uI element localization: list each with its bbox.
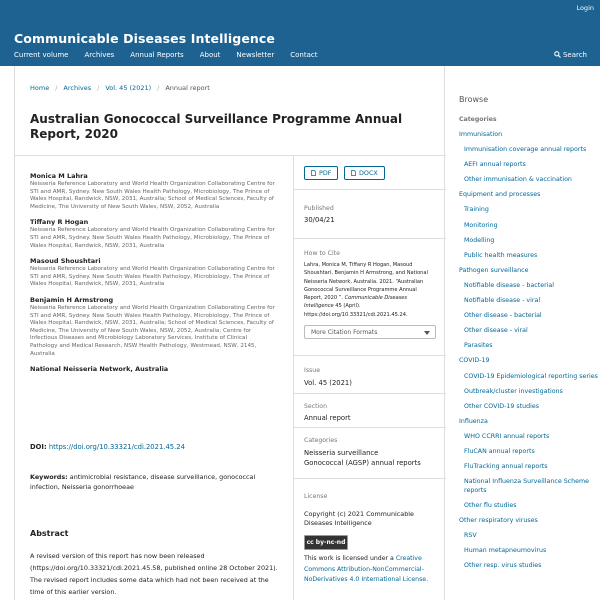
more-citation-formats-dropdown[interactable] bbox=[304, 325, 436, 339]
chevron-down-icon bbox=[424, 331, 430, 335]
sidebar-item[interactable]: Modelling bbox=[464, 236, 495, 244]
pdf-label: PDF bbox=[319, 169, 332, 177]
page-title: Australian Gonococcal Surveillance Programme Annual Report, 2020 bbox=[30, 112, 403, 141]
license-block bbox=[304, 493, 436, 586]
sidebar-item[interactable]: Other COVID-19 studies bbox=[464, 402, 540, 410]
keywords bbox=[30, 472, 275, 492]
author-name: National Neisseria Network, Australia bbox=[30, 365, 169, 374]
issue-link[interactable]: Vol. 45 (2021) bbox=[304, 379, 352, 387]
sidebar-item[interactable]: COVID-19 Epidemiological reporting series bbox=[464, 372, 598, 380]
sidebar-category-list bbox=[459, 131, 600, 571]
author-affiliation: Neisseria Reference Laboratory and World Health Organization Collaborating Centre for STI and AMR, Sydney. New South Wales Health Pathology, Microbiology, The Prince of Wales Hospital, Randwick, NSW, 2031, Australia bbox=[30, 266, 275, 288]
category-link[interactable]: Gonococcal (AGSP) annual reports bbox=[304, 459, 421, 467]
main-content bbox=[14, 66, 445, 600]
author-affiliation: Neisseria Reference Laboratory and World Health Organization Collaborating Centre for STI and AMR, Sydney. New South Wales Health Pathology, Microbiology, The Prince of Wales Hospital, Randwick, NSW, 2031, Australia; School of Medical Sciences, Faculty of Medicine, The University of New South Wales, NSW, 2052, Australia; Centre for Infectious Diseases and Microbiology Laboratory Services, Institute of Clinical Pathology and Medical Research, NSW Health Pathology, Westmead, NSW, 2145, Australia bbox=[30, 304, 275, 357]
issue-label: Issue bbox=[304, 367, 321, 374]
title-divider bbox=[15, 155, 446, 156]
author-affiliation: Neisseria Reference Laboratory and World Health Organization Collaborating Centre for STI and AMR, Sydney. New South Wales Health Pathology, Microbiology, The Prince of Wales Hospital, Randwick, NSW, 2031, Australia; School of Medical Sciences, Faculty of Medicine, The University of New South Wales, NSW, 2052, Australia bbox=[30, 181, 275, 210]
details-divider bbox=[294, 427, 446, 428]
author-name: Monica M Lahra bbox=[30, 172, 88, 180]
author-name: Masoud Shoushtari bbox=[30, 257, 101, 266]
author-entry bbox=[30, 217, 275, 250]
search-label: Search bbox=[562, 51, 587, 59]
file-icon bbox=[351, 170, 356, 176]
categories-label: Categories bbox=[304, 437, 338, 444]
sidebar-item[interactable]: Public health measures bbox=[464, 251, 538, 259]
doi-link[interactable]: https://doi.org/10.33321/cdi.2021.45.24 bbox=[48, 443, 185, 451]
doi-label: DOI: bbox=[30, 443, 47, 451]
sidebar-item[interactable]: Parasites bbox=[464, 342, 493, 350]
sidebar-item[interactable]: Notifiable disease - bacterial bbox=[464, 281, 555, 289]
authors-list bbox=[30, 171, 275, 380]
site-header bbox=[0, 0, 600, 66]
issue-block bbox=[304, 367, 436, 388]
sidebar-item[interactable]: FluTracking annual reports bbox=[464, 463, 548, 471]
sidebar-item[interactable]: Other immunisation & vaccination bbox=[464, 176, 572, 184]
sidebar-item[interactable]: Other disease - bacterial bbox=[464, 312, 542, 320]
sidebar-item[interactable]: Equipment and processes bbox=[459, 191, 541, 199]
docx-button[interactable] bbox=[344, 166, 385, 180]
details-divider bbox=[294, 478, 446, 479]
keywords-value: antimicrobial resistance, disease surveillance, gonococcal infection, Neisseria gonorrhoeae bbox=[30, 473, 256, 491]
cc-license-badge[interactable]: cc by-nc-nd bbox=[304, 535, 348, 550]
breadcrumb: Home / Archives / Vol. 45 (2021) / Annual report bbox=[30, 84, 210, 92]
author-entry bbox=[30, 295, 275, 358]
sidebar-item[interactable]: Immunisation coverage annual reports bbox=[464, 146, 587, 154]
abstract-text: A revised version of this report has now been released (https://doi.org/10.33321/cdi.2021.45.58, published online 28 October 2021). The revised report includes some data which had not been received at the time of this earlier version. bbox=[30, 552, 278, 596]
sidebar-item[interactable]: Other disease - viral bbox=[464, 327, 528, 335]
sidebar-item[interactable]: Other resp. virus studies bbox=[464, 562, 542, 570]
breadcrumb-archives[interactable]: Archives bbox=[63, 84, 92, 92]
sidebar-item[interactable]: Monitoring bbox=[464, 221, 498, 229]
search-icon bbox=[554, 51, 561, 58]
details-divider bbox=[294, 355, 446, 356]
published-label: Published bbox=[304, 205, 334, 212]
section-value: Annual report bbox=[304, 414, 351, 422]
cite-label: How to Cite bbox=[304, 250, 340, 257]
breadcrumb-volume[interactable]: Vol. 45 (2021) bbox=[105, 84, 152, 92]
main-nav bbox=[14, 51, 334, 59]
doi-row bbox=[30, 443, 185, 451]
nav-archives[interactable]: Archives bbox=[84, 51, 115, 59]
nav-current-volume[interactable]: Current volume bbox=[14, 51, 69, 59]
details-divider bbox=[294, 393, 446, 394]
sidebar-item[interactable]: AEFI annual reports bbox=[464, 161, 526, 169]
site-title[interactable]: Communicable Diseases Intelligence bbox=[14, 31, 275, 46]
sidebar-item[interactable]: Other flu studies bbox=[464, 501, 517, 509]
details-divider bbox=[294, 189, 446, 190]
section-label: Section bbox=[304, 403, 327, 410]
author-affiliation: Neisseria Reference Laboratory and World Health Organization Collaborating Centre for STI and AMR, Sydney. New South Wales Health Pathology, Microbiology, The Prince of Wales Hospital, Randwick, NSW, 2031, Australia bbox=[30, 227, 275, 249]
column-divider bbox=[293, 156, 294, 600]
published-date: 30/04/21 bbox=[304, 216, 335, 224]
license-link[interactable]: Creative Commons Attribution-NonCommercial-NoDerivatives 4.0 International License. bbox=[304, 555, 429, 583]
sidebar-item[interactable]: FluCAN annual reports bbox=[464, 447, 535, 455]
sidebar-item[interactable]: Other respiratory viruses bbox=[459, 516, 538, 524]
sidebar-item[interactable]: Pathogen surveillance bbox=[459, 266, 529, 274]
sidebar-item[interactable]: Outbreak/cluster investigations bbox=[464, 387, 563, 395]
file-icon bbox=[311, 170, 316, 176]
sidebar bbox=[459, 95, 600, 577]
sidebar-item[interactable]: Training bbox=[464, 206, 489, 214]
docx-label: DOCX bbox=[359, 169, 378, 177]
sidebar-item[interactable]: Influenza bbox=[459, 417, 488, 425]
pdf-button[interactable] bbox=[304, 166, 338, 180]
category-link[interactable]: Neisseria surveillance bbox=[304, 449, 379, 457]
license-copyright: Copyright (c) 2021 Communicable Diseases Intelligence bbox=[304, 510, 414, 527]
sidebar-categories-heading: Categories bbox=[459, 116, 497, 123]
sidebar-item[interactable]: Human metapneumovirus bbox=[464, 547, 547, 555]
more-formats-label: More Citation Formats bbox=[311, 329, 378, 337]
cite-block bbox=[304, 250, 436, 339]
sidebar-item[interactable]: COVID-19 bbox=[459, 357, 490, 365]
license-label: License bbox=[304, 493, 328, 500]
author-entry bbox=[30, 364, 275, 374]
search-link[interactable] bbox=[554, 51, 587, 59]
author-entry bbox=[30, 171, 275, 211]
sidebar-item[interactable]: Immunisation bbox=[459, 131, 503, 138]
keywords-label: Keywords: bbox=[30, 473, 68, 481]
galley-links bbox=[304, 166, 436, 180]
author-name: Tiffany R Hogan bbox=[30, 218, 89, 227]
nav-newsletter[interactable]: Newsletter bbox=[236, 51, 275, 59]
sidebar-browse-heading: Browse bbox=[459, 95, 489, 104]
login-link[interactable]: Login bbox=[576, 4, 594, 12]
abstract-heading: Abstract bbox=[30, 529, 69, 538]
nav-contact[interactable]: Contact bbox=[290, 51, 318, 59]
details-divider bbox=[294, 238, 446, 239]
nav-about[interactable]: About bbox=[199, 51, 221, 59]
citation-text: Lahra, Monica M, Tiffany R Hogan, Masoud Shoushtari, Benjamin H Armstrong, and National Neisseria Network, Australia. 2021. “Australian Gonococcal Surveillance Programme Annual Report, 2020 ”. Communicable Diseases Intelligence 45 (April). https://doi.org/10.33321/cdi.2021.45.24. bbox=[304, 262, 428, 318]
sidebar-item[interactable]: RSV bbox=[464, 531, 477, 539]
published-block bbox=[304, 205, 436, 225]
sidebar-item[interactable]: National Influenza Surveillance Scheme reports bbox=[464, 478, 590, 494]
license-statement: This work is licensed under a Creative Commons Attribution-NonCommercial-NoDerivatives 4.0 International License. bbox=[304, 555, 429, 583]
sidebar-item[interactable]: Notifiable disease - viral bbox=[464, 297, 541, 305]
sidebar-item[interactable]: WHO CCRRI annual reports bbox=[464, 432, 550, 440]
author-name: Benjamin H Armstrong bbox=[30, 295, 114, 304]
nav-annual-reports[interactable]: Annual Reports bbox=[130, 51, 184, 59]
breadcrumb-home[interactable]: Home bbox=[30, 84, 50, 92]
author-entry bbox=[30, 256, 275, 289]
section-block bbox=[304, 403, 436, 423]
categories-block bbox=[304, 437, 436, 468]
breadcrumb-current: Annual report bbox=[165, 84, 210, 92]
